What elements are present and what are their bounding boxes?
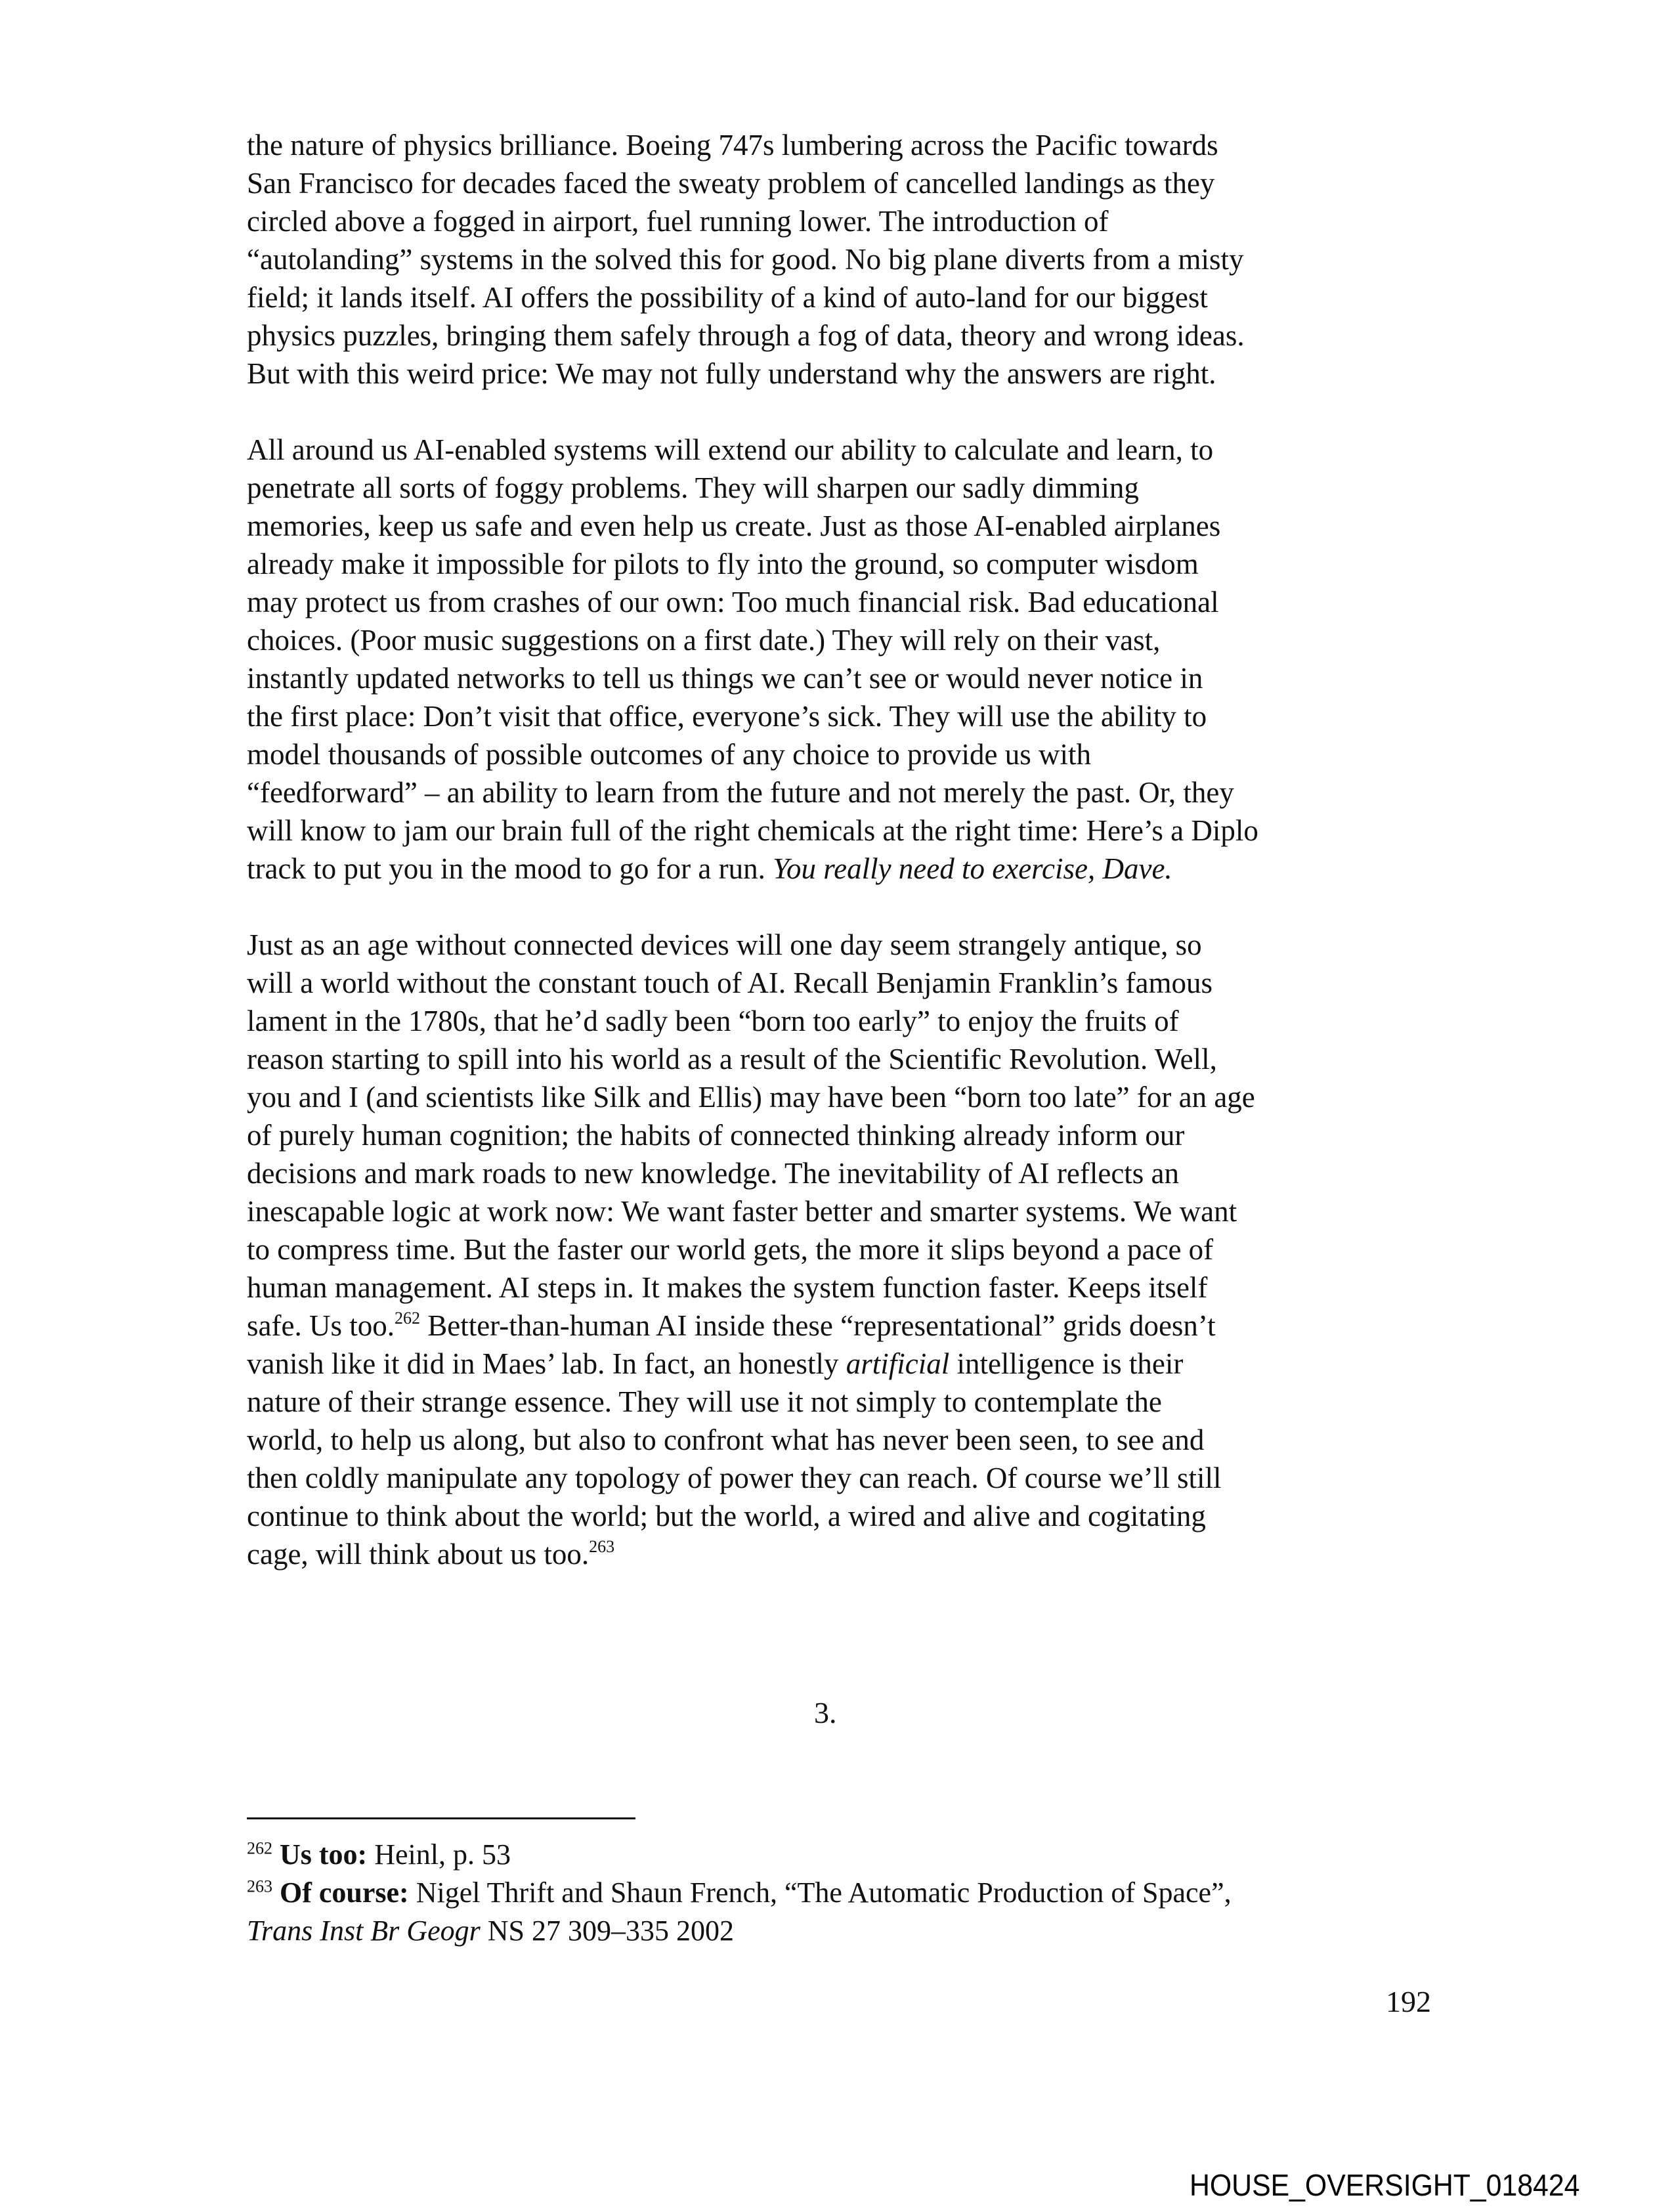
text-line: decisions and mark roads to new knowledge. The inevitability of AI reflects an <box>247 1157 1180 1190</box>
text-line: reason starting to spill into his world as a result of the Scientific Revolution. Well, <box>247 1043 1217 1075</box>
text-line: will a world without the constant touch of AI. Recall Benjamin Franklin’s famous <box>247 966 1213 999</box>
text-line <box>247 1535 1428 1573</box>
text-line: penetrate all sorts of foggy problems. They will sharpen our sadly dimming <box>247 471 1139 504</box>
paragraph-1 <box>247 126 1428 393</box>
emphasis-artificial: artificial <box>846 1347 950 1380</box>
text-line: San Francisco for decades faced the sweaty problem of cancelled landings as they <box>247 167 1215 200</box>
text-line: the nature of physics brilliance. Boeing 747s lumbering across the Pacific towards <box>247 129 1218 162</box>
text-line: model thousands of possible outcomes of any choice to provide us with <box>247 738 1092 771</box>
footnote-lead: Us too: <box>280 1838 368 1871</box>
footnote-number: 262 <box>247 1838 272 1858</box>
footnote-263-continuation <box>247 1912 1428 1950</box>
text-line: continue to think about the world; but the world, a wired and alive and cogitating <box>247 1500 1206 1532</box>
text-line: will know to jam our brain full of the right chemicals at the right time: Here’s a Diplo <box>247 814 1258 847</box>
text-run: cage, will think about us too. <box>247 1538 590 1571</box>
footnote-ref-263[interactable]: 263 <box>589 1537 615 1556</box>
footnote-text: Nigel Thrift and Shaun French, “The Automatic Production of Space”, <box>408 1876 1232 1909</box>
footnote-ref-262[interactable]: 262 <box>394 1309 420 1328</box>
footnote-number: 263 <box>247 1876 272 1896</box>
text-line: Just as an age without connected devices will one day seem strangely antique, so <box>247 928 1202 961</box>
text-line: inescapable logic at work now: We want faster better and smarter systems. We want <box>247 1195 1237 1228</box>
text-line: already make it impossible for pilots to fly into the ground, so computer wisdom <box>247 548 1199 580</box>
text-line <box>247 1307 1428 1345</box>
text-run: track to put you in the mood to go for a run. <box>247 852 773 885</box>
bates-stamp: HOUSE_OVERSIGHT_018424 <box>1190 2168 1580 2202</box>
text-line: human management. AI steps in. It makes the system function faster. Keeps itself <box>247 1271 1208 1304</box>
text-line: to compress time. But the faster our world gets, the more it slips beyond a pace of <box>247 1233 1214 1266</box>
footnote-text: Heinl, p. 53 <box>367 1838 511 1871</box>
footnote-separator <box>247 1817 635 1819</box>
footnote-lead: Of course: <box>280 1876 409 1909</box>
text-line: the first place: Don’t visit that office, everyone’s sick. They will use the ability to <box>247 700 1207 733</box>
text-line: you and I (and scientists like Silk and Ellis) may have been “born too late” for an age <box>247 1081 1255 1114</box>
italic-quote: You really need to exercise, Dave. <box>773 852 1172 885</box>
text-line <box>247 850 1428 888</box>
text-line: world, to help us along, but also to confront what has never been seen, to see and <box>247 1423 1205 1456</box>
text-line: nature of their strange essence. They will use it not simply to contemplate the <box>247 1385 1162 1418</box>
text-line: physics puzzles, bringing them safely through a fog of data, theory and wrong ideas. <box>247 319 1245 352</box>
text-line <box>247 1345 1428 1383</box>
text-run: vanish like it did in Maes’ lab. In fact, an honestly <box>247 1347 846 1380</box>
section-number: 3. <box>814 1696 837 1729</box>
text-line: may protect us from crashes of our own: Too much financial risk. Bad educational <box>247 586 1219 618</box>
text-line: then coldly manipulate any topology of power they can reach. Of course we’ll still <box>247 1462 1222 1494</box>
text-line: “autolanding” systems in the solved this for good. No big plane diverts from a misty <box>247 243 1244 276</box>
text-line: circled above a fogged in airport, fuel running lower. The introduction of <box>247 205 1109 238</box>
text-line: But with this weird price: We may not fully understand why the answers are right. <box>247 357 1216 390</box>
text-line: choices. (Poor music suggestions on a first date.) They will rely on their vast, <box>247 624 1161 657</box>
footnote-262 <box>247 1836 1428 1874</box>
text-run: Better-than-human AI inside these “representational” grids doesn’t <box>419 1309 1216 1342</box>
journal-title: Trans Inst Br Geogr <box>247 1915 481 1947</box>
citation-details: NS 27 309–335 2002 <box>480 1915 734 1947</box>
paragraph-3 <box>247 926 1428 1573</box>
text-line: field; it lands itself. AI offers the possibility of a kind of auto-land for our biggest <box>247 281 1208 314</box>
text-line: lament in the 1780s, that he’d sadly been “born too early” to enjoy the fruits of <box>247 1005 1179 1037</box>
footnote-263 <box>247 1874 1428 1912</box>
text-line: All around us AI-enabled systems will extend our ability to calculate and learn, to <box>247 433 1214 466</box>
body-text <box>247 126 1428 1611</box>
text-run: safe. Us too. <box>247 1309 395 1342</box>
paragraph-2 <box>247 431 1428 888</box>
text-line: memories, keep us safe and even help us create. Just as those AI-enabled airplanes <box>247 510 1221 542</box>
text-line: “feedforward” – an ability to learn from the future and not merely the past. Or, they <box>247 776 1234 809</box>
text-line: of purely human cognition; the habits of connected thinking already inform our <box>247 1119 1185 1152</box>
text-run: intelligence is their <box>949 1347 1184 1380</box>
page-number: 192 <box>1386 1985 1431 2018</box>
footnotes <box>247 1836 1428 1950</box>
text-line: instantly updated networks to tell us things we can’t see or would never notice in <box>247 662 1203 695</box>
